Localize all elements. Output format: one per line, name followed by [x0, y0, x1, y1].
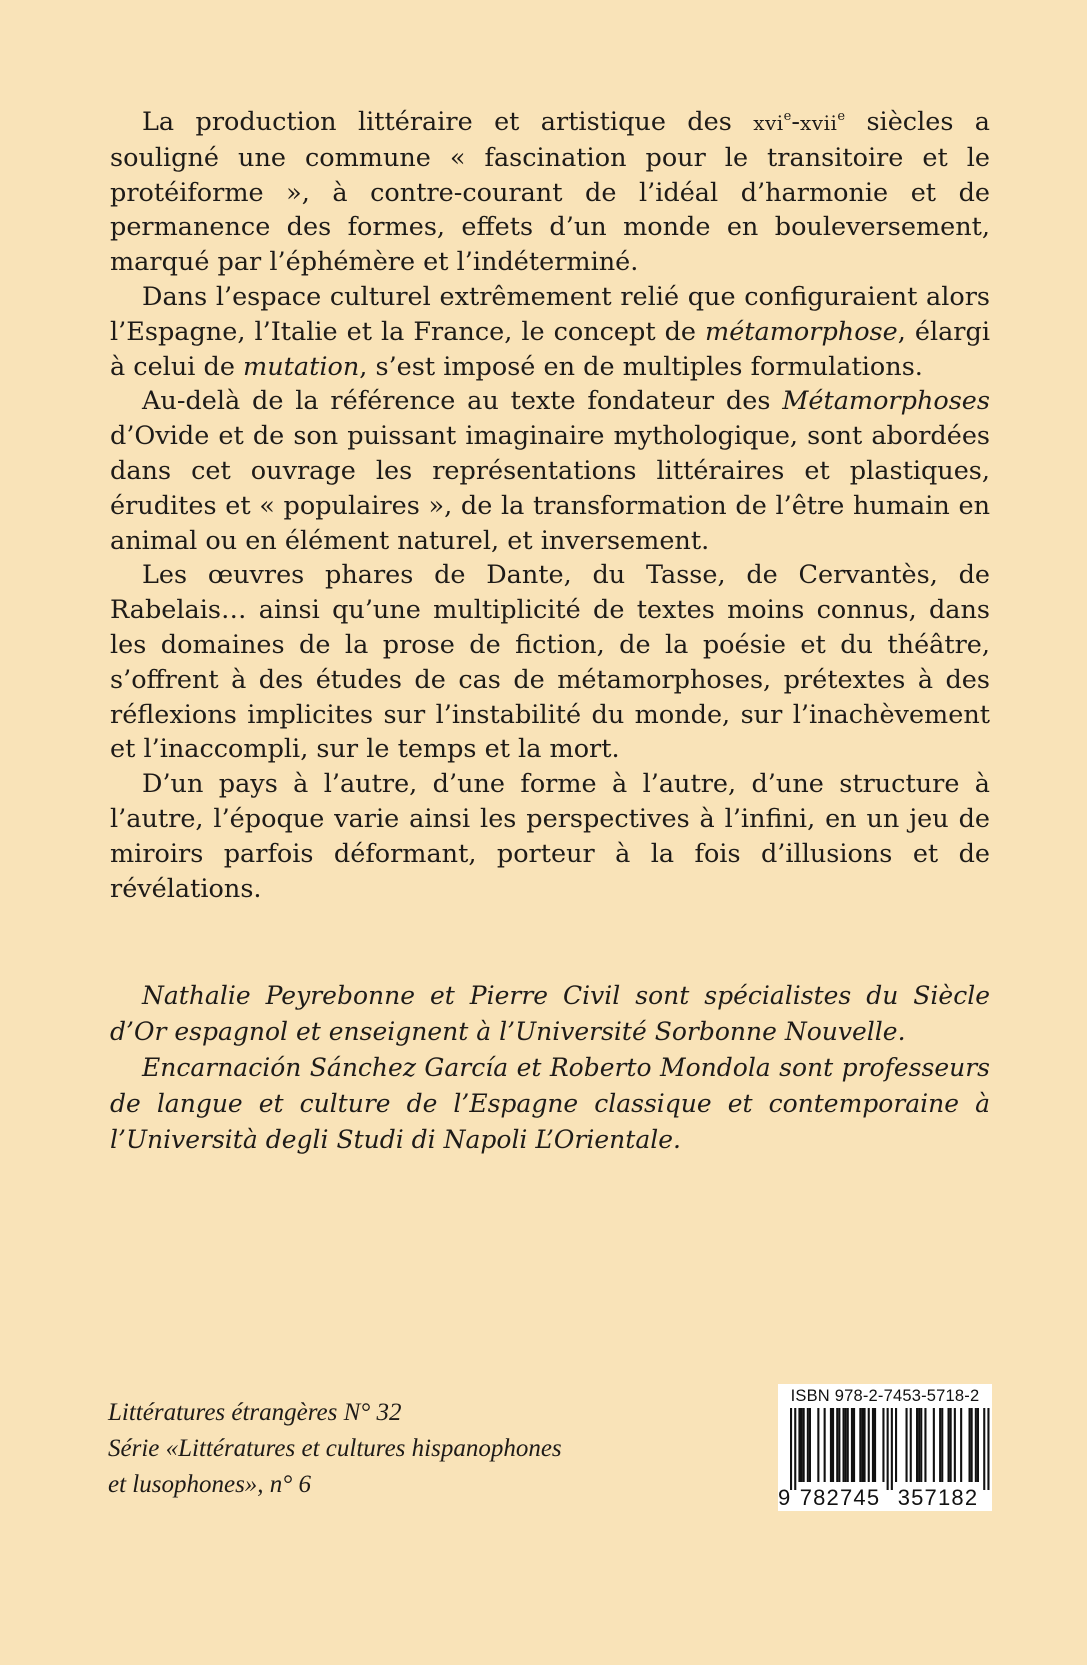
barcode-bar	[916, 1408, 918, 1482]
barcode-bar	[977, 1408, 979, 1482]
barcode-bar	[887, 1408, 889, 1490]
barcode-bar	[941, 1408, 943, 1482]
barcode-bar	[874, 1408, 876, 1482]
series-line-1: Littératures étrangères N° 32	[108, 1399, 402, 1426]
barcode-bar	[891, 1408, 893, 1490]
barcode-bar	[864, 1408, 866, 1482]
barcode-bar	[836, 1408, 838, 1482]
series-line-3: et lusophones», n° 6	[108, 1471, 312, 1498]
barcode-bar	[843, 1408, 845, 1482]
barcode-bar	[954, 1408, 956, 1482]
century-numeral: xvi	[753, 111, 784, 135]
barcode-bar	[824, 1408, 826, 1482]
barcode-bar	[859, 1408, 861, 1482]
barcode-bar	[950, 1408, 952, 1482]
author-bios	[110, 978, 990, 1158]
barcode-bar	[882, 1408, 884, 1482]
author-bio-2: Encarnación Sánchez García et Roberto Mondola sont professeurs de langue et culture de l’Espagne classique et contemporaine à l’Università degli Studi di Napoli L’Orientale.	[110, 1053, 990, 1154]
blurb-paragraph-4: Les œuvres phares de Dante, du Tasse, de Cervantès, de Rabelais… ainsi qu’une multiplicité de textes moins connus, dans les domaines de la prose de fiction, de la poésie et du théâtre, s’offrent à des études de cas de métamorphoses, prétextes à des réflexions implicites sur l’instabilité du monde, sur l’inachèvement et l’inaccompli, sur le temps et la mort.	[110, 560, 990, 765]
series-info	[108, 1395, 668, 1503]
series-line-2: Série «Littératures et cultures hispanophones	[108, 1435, 562, 1462]
barcode-bar	[832, 1408, 834, 1482]
barcode-bar	[939, 1408, 941, 1482]
barcode-bar	[803, 1408, 805, 1482]
barcode-digits-right: 357182	[897, 1485, 979, 1510]
barcode-bar	[918, 1408, 920, 1482]
barcode-digits-left: 782745	[799, 1485, 881, 1510]
century-numeral: xvii	[800, 111, 838, 135]
blurb-paragraph-1: La production littéraire et artistique des xvi$^e$-xvii$^e$ siècles a souligné une commune « fascination pour le transitoire et le protéiforme », à contre-courant de l’idéal d’harmonie et de permanence des formes, effets d’un monde en bouleversement, marqué par l’éphémère et l’indéterminé.	[110, 107, 990, 278]
barcode-bar	[948, 1408, 950, 1482]
barcode-bar	[872, 1408, 874, 1482]
barcode-bar	[895, 1408, 897, 1482]
barcode-bar	[983, 1408, 985, 1490]
author-bio-1: Nathalie Peyrebonne et Pierre Civil sont spécialistes du Siècle d’Or espagnol et enseignent à l’Université Sorbonne Nouvelle.	[110, 981, 990, 1046]
barcode-bar	[960, 1408, 962, 1482]
barcode-bar	[868, 1408, 870, 1482]
barcode-bar	[920, 1408, 922, 1482]
barcode-bar	[845, 1408, 847, 1482]
barcode-bar	[853, 1408, 855, 1482]
barcode-bar	[861, 1408, 863, 1482]
blurb-paragraph-5: D’un pays à l’autre, d’une forme à l’autre, d’une structure à l’autre, l’époque varie ainsi les perspectives à l’infini, en un jeu de miroirs parfois déformant, porteur à la fois d’illusions et de révélations.	[110, 769, 990, 904]
barcode-bar	[969, 1408, 971, 1482]
barcode-bar	[987, 1408, 989, 1490]
isbn-barcode	[778, 1384, 992, 1511]
barcode-bar	[830, 1408, 832, 1482]
barcode-bar	[851, 1408, 853, 1482]
barcode-bar	[847, 1408, 849, 1482]
barcode-bar	[971, 1408, 973, 1482]
barcode-bar	[809, 1408, 811, 1482]
blurb-paragraph-2: Dans l’espace culturel extrêmement relié que configuraient alors l’Espagne, l’Italie et la France, le concept de métamorphose, élargi à celui de mutation, s’est imposé en de multiples formulations.	[110, 281, 990, 382]
barcode-bar	[794, 1408, 796, 1490]
barcode-bars	[778, 1408, 992, 1490]
barcode-bar	[838, 1408, 840, 1482]
barcode-bar	[906, 1408, 908, 1482]
barcode-bar	[910, 1408, 912, 1482]
barcode-bar	[798, 1408, 800, 1482]
barcode-bar	[801, 1408, 803, 1482]
barcode-bar	[817, 1408, 819, 1482]
isbn-label: ISBN 978-2-7453-5718-2	[790, 1387, 980, 1405]
blurb-text	[110, 100, 990, 906]
barcode-digit-first: 9	[778, 1485, 791, 1510]
barcode-bar	[975, 1408, 977, 1482]
barcode-bar	[924, 1408, 926, 1482]
blurb-paragraph-3: Au-delà de la référence au texte fondateur des Métamorphoses d’Ovide et de son puissant imaginaire mythologique, sont abordées dans cet ouvrage les représentations littéraires et plastiques, érudites et « populaires », de la transformation de l’être humain en animal ou en élément naturel, et inversement.	[110, 386, 990, 556]
barcode-bar	[807, 1408, 809, 1482]
barcode-bar	[933, 1408, 935, 1482]
barcode-bar	[790, 1408, 792, 1490]
